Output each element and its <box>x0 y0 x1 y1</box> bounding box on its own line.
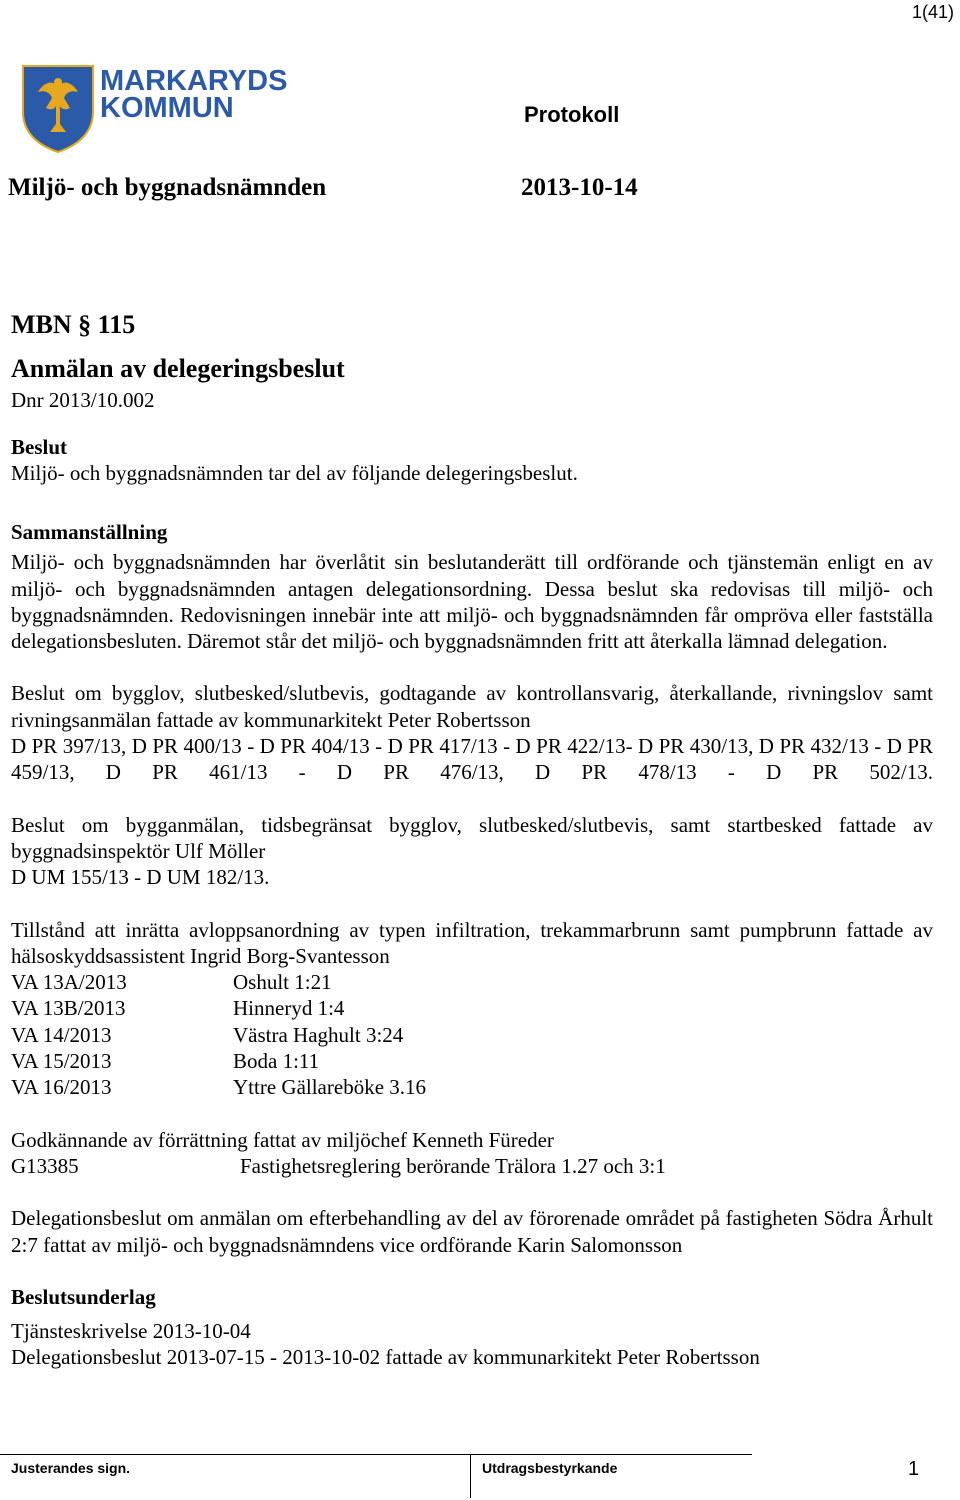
municipality-logo <box>20 62 320 154</box>
fororenade-text: Delegationsbeslut om anmälan om efterbehandling av del av förorenade området på fastigheten Södra Århult 2:7 fattat av miljö- och byggnadsnämndens vice ordförande Karin Salomonsson <box>11 1206 933 1257</box>
footer-utdragsbestyrkande: Utdragsbestyrkande <box>482 1460 618 1476</box>
coat-of-arms-icon <box>20 62 320 154</box>
diary-number: Dnr 2013/10.002 <box>11 388 155 412</box>
document-type: Protokoll <box>524 102 620 127</box>
meeting-date: 2013-10-14 <box>521 174 638 201</box>
document-body <box>11 308 933 1370</box>
section-number: MBN § 115 <box>11 310 136 339</box>
footer-page-number: 1 <box>908 1458 920 1480</box>
list-item: VA 16/2013 Yttre Gällareböke 3.16 <box>11 1075 427 1100</box>
list-item: VA 14/2013 Västra Haghult 3:24 <box>11 1022 404 1047</box>
bygglov-refs: D PR 397/13, D PR 400/13 - D PR 404/13 - D PR 417/13 - D PR 422/13- D PR 430/13, D PR 432/13 - D PR 459/13, D PR 461/13 - D PR 476/13, D PR 478/13 - D PR 502/13. <box>11 734 933 785</box>
beslut-text: Miljö- och byggnadsnämnden tar del av följande delegeringsbeslut. <box>11 461 578 485</box>
forrattning-row: G13385 Fastighetsreglering berörande Trälora 1.27 och 3:1 <box>11 1153 666 1178</box>
sammanstallning-paragraph: Miljö- och byggnadsnämnden har överlåtit sin beslutanderätt till ordförande och tjänstemän enligt en av miljö- och byggnadsnämnden antagen delegationsordning. Dessa beslut ska redovisas till miljö- och byggnadsnämnden. Redovisningen innebär inte att miljö- och byggnadsnämnden får ompröva eller fastställa delegationsbesluten. Däremot står det miljö- och byggnadsnämnden fritt att återkalla lämnad delegation. <box>11 550 933 654</box>
page-counter: 1(41) <box>911 2 954 22</box>
beslutsunderlag-item: Tjänsteskrivelse 2013-10-04 <box>11 1318 251 1343</box>
footer-justerandes: Justerandes sign. <box>11 1460 131 1476</box>
committee-name: Miljö- och byggnadsnämnden <box>8 174 327 201</box>
avlopp-text: Tillstånd att inrätta avloppsanordning av typen infiltration, trekammarbrunn samt pumpbrunn fattade av hälsoskyddsassistent Ingrid Borg-Svantesson <box>11 917 933 968</box>
logo-line1: MARKARYDS <box>100 65 288 97</box>
footer-column-divider <box>470 1454 471 1498</box>
bygganmalan-text: Beslut om bygganmälan, tidsbegränsat bygglov, slutbesked/slutbevis, samt startbesked fattade av byggnadsinspektör Ulf Möller <box>11 812 933 863</box>
bygglov-text: Beslut om bygglov, slutbesked/slutbevis, godtagande av kontrollansvarig, återkallande, rivningslov samt rivningsanmälan fattade av kommunarkitekt Peter Robertsson <box>11 681 933 732</box>
beslutsunderlag-item: Delegationsbeslut 2013-07-15 - 2013-10-02 fattade av kommunarkitekt Peter Robertsson <box>11 1345 760 1370</box>
footer-divider <box>0 1454 752 1455</box>
beslut-heading: Beslut <box>11 435 68 459</box>
list-item: VA 15/2013 Boda 1:11 <box>11 1049 320 1074</box>
avlopp-table <box>11 969 933 1100</box>
logo-line2: KOMMUN <box>100 92 234 124</box>
forrattning-text: Godkännande av förrättning fattat av miljöchef Kenneth Füreder <box>11 1127 554 1152</box>
list-item: VA 13A/2013 Oshult 1:21 <box>11 970 332 995</box>
section-title: Anmälan av delegeringsbeslut <box>11 354 345 383</box>
list-item: VA 13B/2013 Hinneryd 1:4 <box>11 996 345 1021</box>
bygganmalan-refs: D UM 155/13 - D UM 182/13. <box>11 865 270 890</box>
beslutsunderlag-heading: Beslutsunderlag <box>11 1284 156 1309</box>
sammanstallning-heading: Sammanställning <box>11 520 168 545</box>
